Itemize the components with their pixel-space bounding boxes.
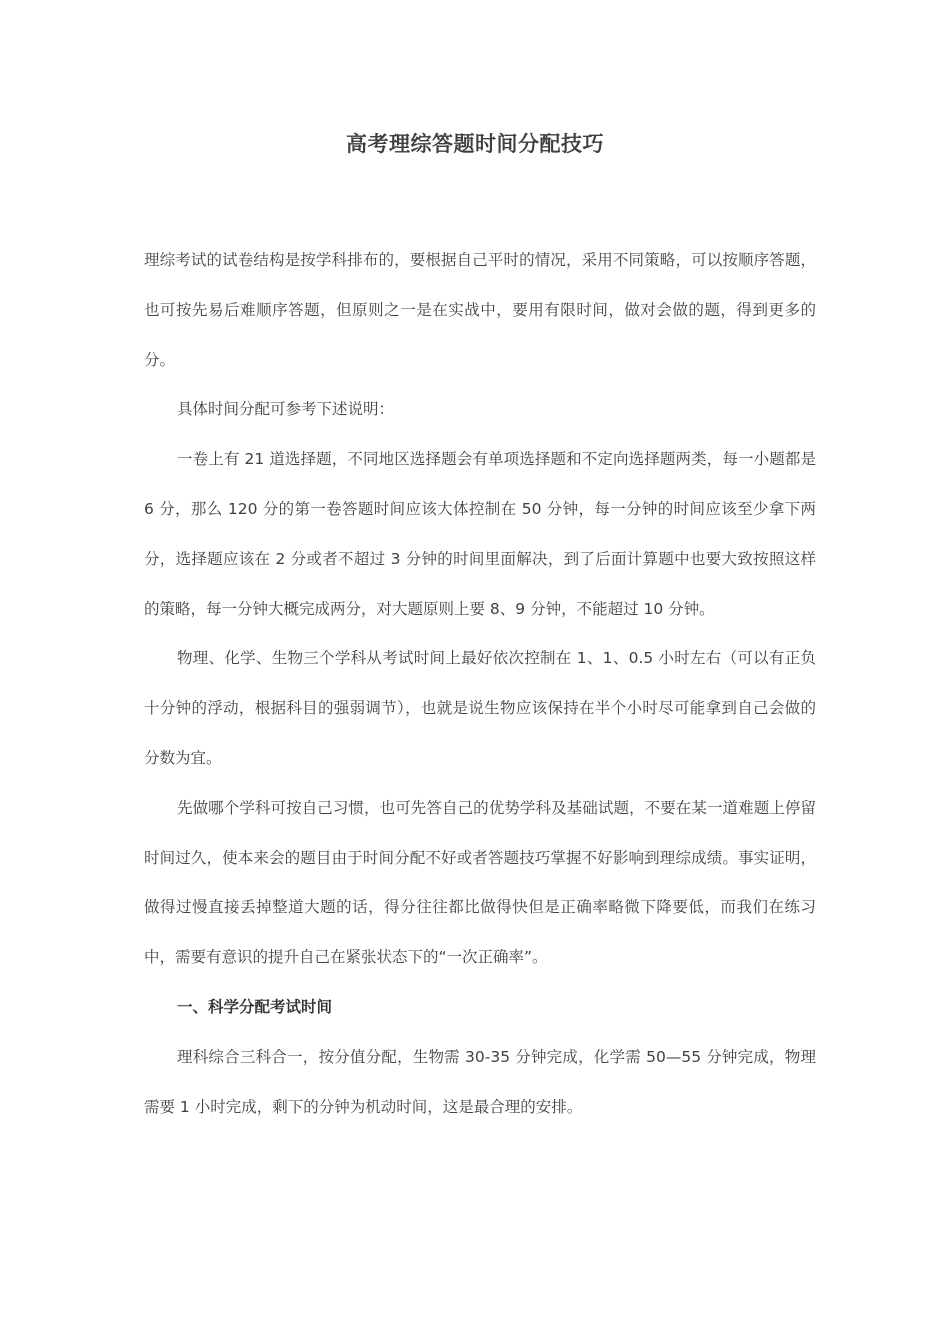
paragraph-time-allocation-note: 具体时间分配可参考下述说明：: [177, 400, 395, 419]
document-body: [144, 236, 816, 1132]
paragraph-subject-timing: 物理、化学、生物三个学科从考试时间上最好依次控制在 1、1、0.5 小时左右（可以有正负十分钟的浮动，根据科目的强弱调节），也就是说生物应该保持在半个小时尽可能拿到自己会做的分数为宜。: [144, 649, 816, 767]
section-heading-1: 一、科学分配考试时间: [177, 997, 333, 1016]
paragraph-science-allocation: 理科综合三科合一，按分值分配，生物需 30-35 分钟完成，化学需 50—55 分钟完成，物理需要 1 小时完成，剩下的分钟为机动时间，这是最合理的安排。: [144, 1047, 816, 1116]
paragraph-multiple-choice: 一卷上有 21 道选择题，不同地区选择题会有单项选择题和不定向选择题两类，每一小题都是 6 分，那么 120 分的第一卷答题时间应该大体控制在 50 分钟，每一分钟的时间应该至少拿下两分，选择题应该在 2 分或者不超过 3 分钟的时间里面解决，到了后面计算题中也要大致按照这样的策略，每一分钟大概完成两分，对大题原则上要 8、9 分钟，不能超过 10 分钟。: [144, 450, 816, 618]
paragraph-intro: 理综考试的试卷结构是按学科排布的，要根据自己平时的情况，采用不同策略，可以按顺序答题，也可按先易后难顺序答题，但原则之一是在实战中，要用有限时间，做对会做的题，得到更多的分。: [144, 251, 816, 369]
document-title: 高考理综答题时间分配技巧: [346, 132, 604, 156]
paragraph-subject-order: 先做哪个学科可按自己习惯，也可先答自己的优势学科及基础试题，不要在某一道难题上停留时间过久，使本来会的题目由于时间分配不好或者答题技巧掌握不好影响到理综成绩。事实证明，做得过慢直接丢掉整道大题的话，得分往往都比做得快但是正确率略微下降要低，而我们在练习中，需要有意识的提升自己在紧张状态下的“一次正确率”。: [144, 798, 816, 967]
